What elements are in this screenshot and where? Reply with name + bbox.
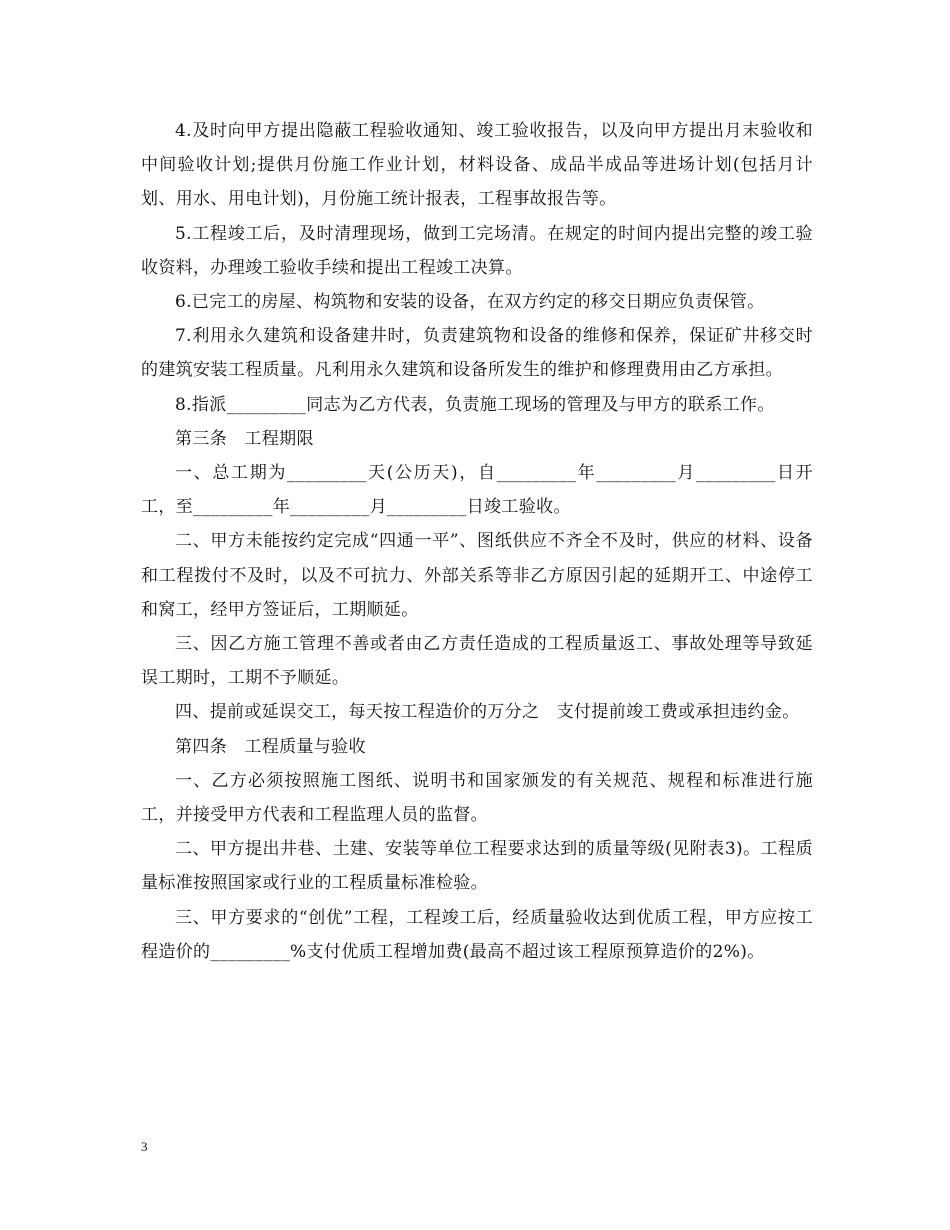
paragraph-schedule-2: 二、甲方未能按约定完成“四通一平”、图纸供应不齐全不及时，供应的材料、设备和工程拨付不及时，以及不可抗力、外部关系等非乙方原因引起的延期开工、中途停工和窝工，经甲方签证后，工期顺延。 [141,531,813,620]
document-body [141,114,813,969]
section-heading-article-3: 第三条 工程期限 [175,428,314,449]
paragraph-quality-3: 三、甲方要求的“创优”工程，工程竣工后，经质量验收达到优质工程，甲方应按工程造价的_________%支付优质工程增加费(最高不超过该工程原预算造价的2%)。 [141,907,813,962]
paragraph-item-6: 6.已完工的房屋、构筑物和安装的设备，在双方约定的移交日期应负责保管。 [175,292,765,313]
paragraph-item-5: 5.工程竣工后，及时清理现场，做到工完场清。在规定的时间内提出完整的竣工验收资料，办理竣工验收手续和提出工程竣工决算。 [141,223,813,278]
paragraph-item-7: 7.利用永久建筑和设备建井时，负责建筑物和设备的维修和保养，保证矿井移交时的建筑安装工程质量。凡利用永久建筑和设备所发生的维护和修理费用由乙方承担。 [141,326,813,381]
paragraph-item-8: 8.指派_________同志为乙方代表，负责施工现场的管理及与甲方的联系工作。 [175,394,775,415]
paragraph-quality-2: 二、甲方提出井巷、土建、安装等单位工程要求达到的质量等级(见附表3)。工程质量标准按照国家或行业的工程质量标准检验。 [141,839,813,894]
page-number: 3 [141,1139,148,1154]
paragraph-item-4: 4.及时向甲方提出隐蔽工程验收通知、竣工验收报告，以及向甲方提出月末验收和中间验收计划;提供月份施工作业计划，材料设备、成品半成品等进场计划(包括月计划、用水、用电计划)，月份施工统计报表，工程事故报告等。 [141,121,813,210]
paragraph-schedule-4: 四、提前或延误交工，每天按工程造价的万分之 支付提前竣工费或承担违约金。 [175,702,800,723]
paragraph-quality-1: 一、乙方必须按照施工图纸、说明书和国家颁发的有关规范、规程和标准进行施工，并接受甲方代表和工程监理人员的监督。 [141,770,813,826]
paragraph-schedule-3: 三、因乙方施工管理不善或者由乙方责任造成的工程质量返工、事故处理等导致延误工期时，工期不予顺延。 [141,634,813,689]
section-heading-article-4: 第四条 工程质量与验收 [175,736,366,757]
paragraph-schedule-1: 一、总工期为_________天(公历天)，自_________年_________月_________日开工，至_________年_________月_________日竣工验收。 [141,463,813,518]
